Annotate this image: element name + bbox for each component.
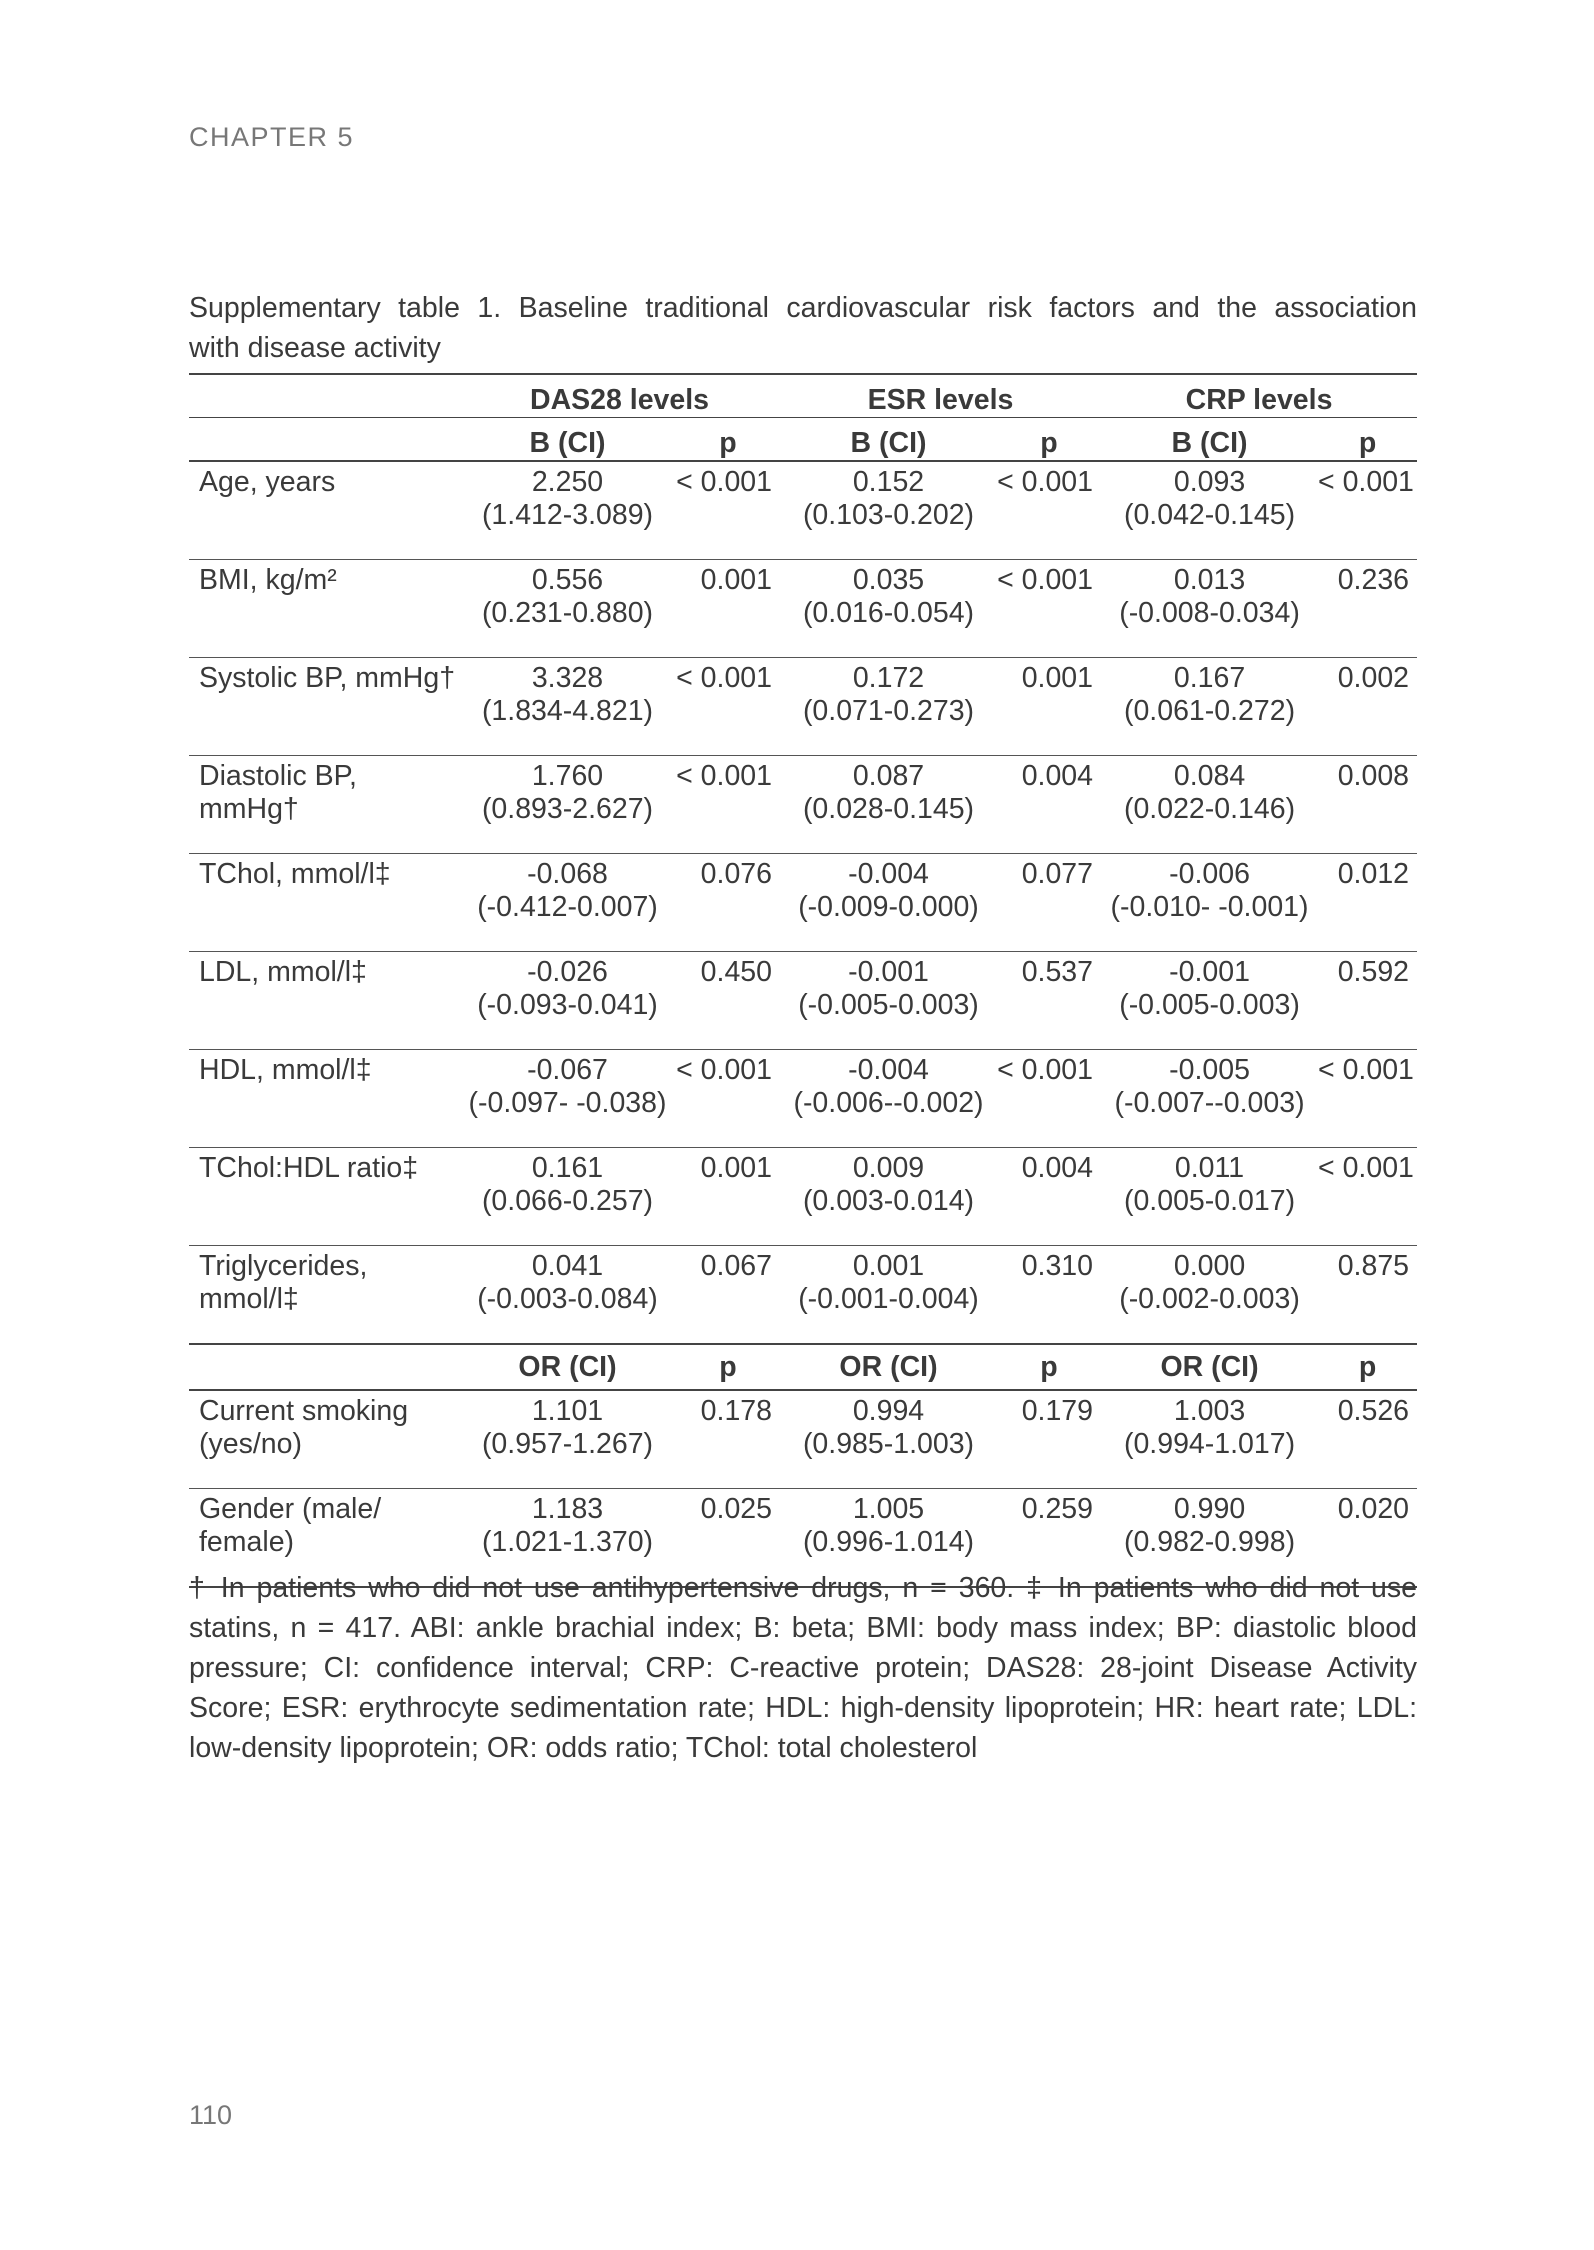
estimate-cell [1101,854,1318,952]
estimate-cell [780,1246,997,1345]
p-value-cell: 0.076 [676,854,780,952]
p-value-cell: 0.025 [676,1489,780,1588]
estimate-value: 1.760 [531,760,604,792]
confidence-interval: (0.028-0.145) [802,793,975,825]
confidence-interval: (-0.006--0.002) [793,1087,984,1119]
estimate-value: 0.556 [531,564,604,596]
estimate-value: 1.183 [531,1493,604,1525]
confidence-interval: (0.103-0.202) [802,499,975,531]
estimate-value: 0.009 [852,1152,925,1184]
table-row [189,658,1417,756]
confidence-interval: (-0.093-0.041) [477,989,658,1021]
estimate-value: 0.093 [1173,466,1246,498]
p-value-cell: < 0.001 [676,1050,780,1148]
estimate-cell [780,658,997,756]
table-footnote: † In patients who did not use antihypertensive drugs, n = 360. ‡ In patients who did not use statins, n = 417. ABI: ankle brachial index; B: beta; BMI: body mass index; BP: diastolic blood pressure; CI: confidence interval; CRP: C-reactive protein; DAS28: 28-joint Disease Activity Score; ESR: erythrocyte sedimentation rate; HDL: high-density lipoprotein; HR: heart rate; LDL: low-density lipoprotein; OR: odds ratio; TChol: total cholesterol [189,1572,1417,1764]
estimate-value: 0.035 [852,564,925,596]
confidence-interval: (0.994-1.017) [1123,1428,1296,1460]
p-value-cell: 0.004 [997,756,1101,854]
estimate-value: 0.011 [1174,1152,1245,1184]
row-label: Systolic BP, mmHg† [189,658,459,756]
estimate-cell [1101,658,1318,756]
estimate-value: 0.013 [1173,564,1246,596]
p-value-cell: 0.178 [676,1390,780,1489]
group-header-crp: CRP levels [1101,374,1417,418]
estimate-value: 0.087 [852,760,925,792]
estimate-value: 0.041 [531,1250,604,1282]
table-row [189,461,1417,560]
confidence-interval: (0.996-1.014) [802,1526,975,1558]
estimate-cell [1101,1390,1318,1489]
estimate-cell [780,1148,997,1246]
p-value-cell: < 0.001 [997,1050,1101,1148]
caption-line-2: with disease activity [189,332,441,364]
estimate-value: 2.250 [531,466,604,498]
table-row [189,854,1417,952]
estimate-cell [1101,1246,1318,1345]
table-body-or [189,1390,1417,1587]
sub-header-cell: B (CI) [459,418,676,462]
empty-header-cell [189,418,459,462]
p-value-cell: 0.875 [1318,1246,1417,1345]
estimate-value: 1.101 [531,1395,604,1427]
sub-header-cell: OR (CI) [459,1344,676,1390]
sub-header-cell: p [997,418,1101,462]
estimate-value: -0.068 [527,858,608,890]
sub-header-cell: OR (CI) [1101,1344,1318,1390]
estimate-value: 3.328 [531,662,604,694]
table-row [189,756,1417,854]
table-row [189,952,1417,1050]
table-caption [189,288,1417,368]
row-label: Triglycerides, mmol/l‡ [189,1246,459,1345]
confidence-interval: (-0.412-0.007) [477,891,658,923]
estimate-cell [1101,1148,1318,1246]
p-value-cell: 0.236 [1318,560,1417,658]
confidence-interval: (0.066-0.257) [481,1185,654,1217]
p-value-cell: 0.450 [676,952,780,1050]
p-value-cell: 0.526 [1318,1390,1417,1489]
confidence-interval: (0.957-1.267) [481,1428,654,1460]
row-label: BMI, kg/m² [189,560,459,658]
confidence-interval: (-0.007--0.003) [1114,1087,1305,1119]
estimate-cell [459,1390,676,1489]
estimate-cell [1101,756,1318,854]
table-row [189,1246,1417,1345]
sub-header-cell: p [997,1344,1101,1390]
page-number: 110 [189,2100,233,2130]
p-value-cell: 0.012 [1318,854,1417,952]
confidence-interval: (1.834-4.821) [481,695,654,727]
confidence-interval: (-0.002-0.003) [1119,1283,1300,1315]
empty-header-cell [189,1344,459,1390]
sub-header-cell: p [676,418,780,462]
sub-header-cell: p [1318,418,1417,462]
table-row [189,1050,1417,1148]
row-label: Current smoking (yes/no) [189,1390,459,1489]
p-value-cell: 0.310 [997,1246,1101,1345]
p-value-cell: 0.259 [997,1489,1101,1588]
confidence-interval: (-0.001-0.004) [798,1283,979,1315]
p-value-cell: 0.537 [997,952,1101,1050]
estimate-value: 0.990 [1173,1493,1246,1525]
confidence-interval: (-0.097- -0.038) [468,1087,667,1119]
table-row [189,560,1417,658]
estimate-cell [780,560,997,658]
estimate-value: 0.161 [531,1152,604,1184]
p-value-cell: 0.592 [1318,952,1417,1050]
p-value-cell: 0.179 [997,1390,1101,1489]
empty-header-cell [189,374,459,418]
row-label: Diastolic BP, mmHg† [189,756,459,854]
or-header-row [189,1344,1417,1390]
confidence-interval: (-0.005-0.003) [798,989,979,1021]
estimate-value: -0.004 [848,858,929,890]
estimate-value: 1.003 [1173,1395,1246,1427]
estimate-cell [459,1050,676,1148]
estimate-cell [459,1148,676,1246]
estimate-cell [459,461,676,560]
row-label: Age, years [189,461,459,560]
table-subheader-or [189,1344,1417,1390]
table-body-b [189,461,1417,1344]
estimate-value: 0.084 [1173,760,1246,792]
estimate-value: -0.001 [848,956,929,988]
confidence-interval: (-0.010- -0.001) [1110,891,1309,923]
confidence-interval: (0.231-0.880) [481,597,654,629]
estimate-cell [459,854,676,952]
p-value-cell: 0.077 [997,854,1101,952]
sub-header-cell: OR (CI) [780,1344,997,1390]
estimate-cell [780,1390,997,1489]
p-value-cell: 0.001 [676,1148,780,1246]
estimate-cell [780,1050,997,1148]
estimate-cell [780,756,997,854]
sub-header-cell: p [676,1344,780,1390]
row-label: TChol:HDL ratio‡ [189,1148,459,1246]
row-label: LDL, mmol/l‡ [189,952,459,1050]
sub-header-cell: B (CI) [1101,418,1318,462]
p-value-cell: < 0.001 [1318,461,1417,560]
p-value-cell: 0.001 [997,658,1101,756]
row-label: Gender (male/ female) [189,1489,459,1588]
p-value-cell: < 0.001 [1318,1148,1417,1246]
confidence-interval: (-0.009-0.000) [798,891,979,923]
estimate-cell [1101,461,1318,560]
estimate-cell [459,1246,676,1345]
confidence-interval: (0.003-0.014) [802,1185,975,1217]
confidence-interval: (0.061-0.272) [1123,695,1296,727]
confidence-interval: (-0.008-0.034) [1119,597,1300,629]
estimate-cell [459,560,676,658]
confidence-interval: (0.893-2.627) [481,793,654,825]
estimate-value: 0.994 [852,1395,925,1427]
p-value-cell: < 0.001 [997,560,1101,658]
estimate-value: -0.004 [848,1054,929,1086]
estimate-cell [780,952,997,1050]
p-value-cell: 0.001 [676,560,780,658]
confidence-interval: (0.016-0.054) [802,597,975,629]
estimate-value: -0.001 [1169,956,1250,988]
estimate-value: -0.026 [527,956,608,988]
estimate-cell [459,658,676,756]
group-header-esr: ESR levels [780,374,1101,418]
p-value-cell: 0.067 [676,1246,780,1345]
sub-header-cell: B (CI) [780,418,997,462]
p-value-cell: 0.002 [1318,658,1417,756]
confidence-interval: (0.022-0.146) [1123,793,1296,825]
estimate-value: 0.000 [1173,1250,1246,1282]
confidence-interval: (0.982-0.998) [1123,1526,1296,1558]
estimate-cell [1101,952,1318,1050]
estimate-cell [780,461,997,560]
estimate-cell [459,952,676,1050]
sub-header-cell: p [1318,1344,1417,1390]
confidence-interval: (1.412-3.089) [481,499,654,531]
confidence-interval: (1.021-1.370) [481,1526,654,1558]
estimate-value: -0.067 [527,1054,608,1086]
estimate-value: -0.005 [1169,1054,1250,1086]
chapter-heading: CHAPTER 5 [189,122,355,152]
confidence-interval: (0.985-1.003) [802,1428,975,1460]
caption-line-1: Supplementary table 1. Baseline traditional cardiovascular risk factors and the association [189,292,1417,324]
confidence-interval: (0.042-0.145) [1123,499,1296,531]
table-row [189,1390,1417,1489]
p-value-cell: 0.008 [1318,756,1417,854]
p-value-cell: < 0.001 [676,756,780,854]
p-value-cell: < 0.001 [997,461,1101,560]
p-value-cell: < 0.001 [676,658,780,756]
estimate-value: 0.001 [852,1250,925,1282]
row-label: HDL, mmol/l‡ [189,1050,459,1148]
estimate-cell [1101,560,1318,658]
group-header-das28: DAS28 levels [459,374,780,418]
p-value-cell: < 0.001 [1318,1050,1417,1148]
estimate-value: 0.152 [852,466,925,498]
estimate-cell [459,756,676,854]
group-header-row [189,374,1417,418]
row-label: TChol, mmol/l‡ [189,854,459,952]
p-value-cell: 0.004 [997,1148,1101,1246]
confidence-interval: (-0.005-0.003) [1119,989,1300,1021]
confidence-interval: (0.071-0.273) [802,695,975,727]
estimate-cell [1101,1050,1318,1148]
estimate-value: -0.006 [1169,858,1250,890]
confidence-interval: (0.005-0.017) [1123,1185,1296,1217]
estimate-value: 0.172 [852,662,925,694]
p-value-cell: 0.020 [1318,1489,1417,1588]
p-value-cell: < 0.001 [676,461,780,560]
estimate-value: 0.167 [1173,662,1246,694]
estimate-value: 1.005 [852,1493,925,1525]
confidence-interval: (-0.003-0.084) [477,1283,658,1315]
risk-factor-table [189,373,1417,1588]
sub-header-row [189,418,1417,462]
table-row [189,1148,1417,1246]
estimate-cell [780,854,997,952]
